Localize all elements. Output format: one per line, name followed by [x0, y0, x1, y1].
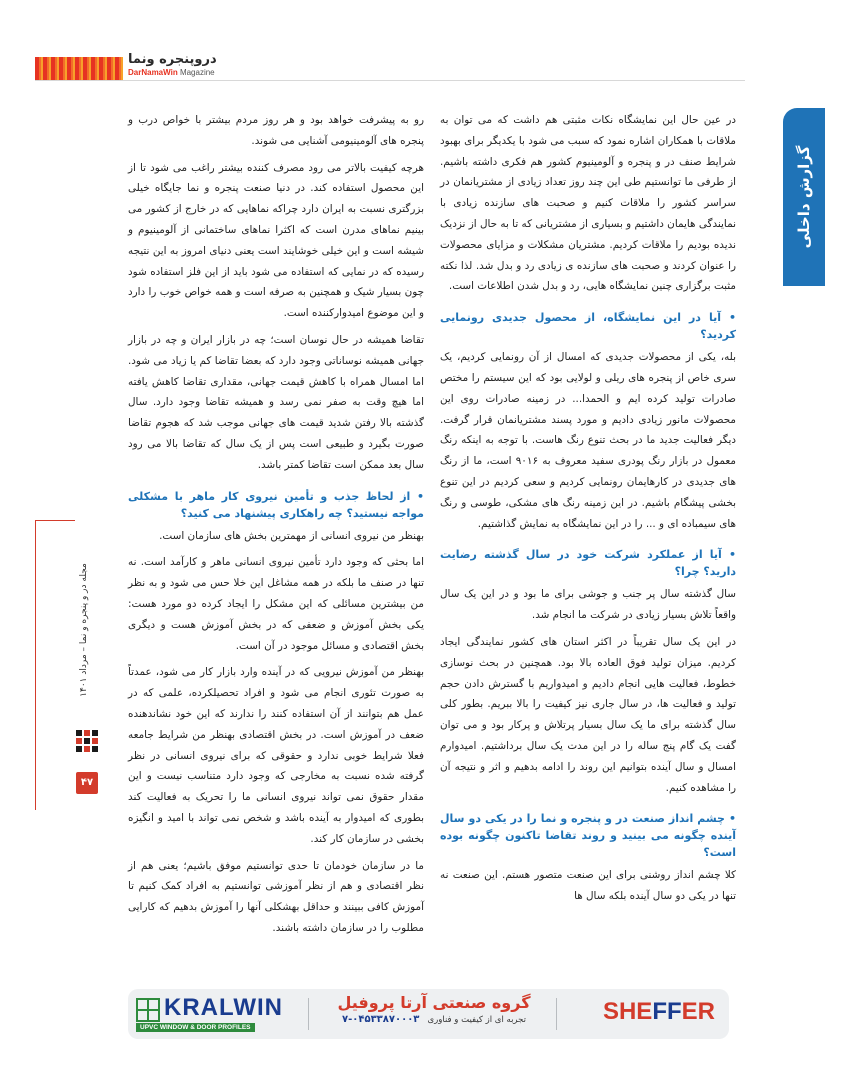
interview-question: • از لحاظ جذب و تأمین نیروی کار ماهر با مشکلی مواجه نیستید؟ چه راهکاری پیشنهاد می کنید؟ [128, 489, 424, 520]
article-paragraph: سال گذشته سال پر جنب و جوشی برای ما بود و در این یک سال واقعاً تلاش بسیار زیادی در شرکت ما انجام شد. [440, 588, 736, 622]
article-paragraph: هرچه کیفیت بالاتر می رود مصرف کننده بیشتر راغب می شود تا از این محصول استفاده کند. در دنیا صنعت پنجره و نما جایگاه خیلی بزرگتری نسبت به ایران دارد چراکه نماهایی که در خارج از کشور می بینیم نماهای مدرن است که اکثرا نماهای ساختمانی از آلومینیوم و شیشه است و این خیلی خوشایند است یعنی دنیای امروز به این نتیجه رسیده که در نمایی که استفاده می شود باید از این فلز استفاده شود چون بسیار شیک و همچنین به صرفه است و همه خواص خوب را دارد و این موضوع امیدوارکننده است. [128, 161, 424, 320]
article-paragraph: بهنظر من نیروی انسانی از مهمترین بخش های سازمان است. [159, 529, 424, 542]
logo-persian: دروپنجره ونما [128, 52, 217, 67]
article-paragraph: در عین حال این نمایشگاه نکات مثبتی هم داشت که می توان به ملاقات با همکاران اشاره نمود که سبب می شود با یکدیگر برای بهبود شرایط صنف در و پنجره و آلومینیوم کشور هم فکری داشته باشیم. از طرفی ما توانستیم طی این چند روز تعداد زیادی از مشتریانمان در سراسر کشور را ملاقات کنیم و صحبت های سازنده زیادی با نمایندگی هایمان داشتیم و بسیاری از مشتریانی که تا به حال از نزدیک ندیده بودیم را ملاقات کردیم. مشتریان مشکلات و مزایای محصولات را عنوان کردند و صحبت های سازنده ی زیادی رد و بدل شد. لذا نکته مثبت برگزاری چنین نمایشگاه هایی، رد و بدل شدن اطلاعات است. [440, 114, 736, 293]
company-title: گروه صنعتی آرتا پروفیل [337, 993, 531, 1012]
page-number: ۴۷ [76, 772, 98, 794]
company-contact: تجربه ای از کیفیت و فناوری ۰۴۵۳۳۸۷۰۰۰۳-۷ [342, 1014, 526, 1025]
article-paragraph: تقاضا همیشه در حال نوسان است؛ چه در بازار ایران و چه در بازار جهانی همیشه نوساناتی وجود دارد که بعضا تقاضا کم یا زیاد می شود. اما امسال همراه با کاهش قیمت جهانی، مقداری تقاضا کاهش یافته اما هیچ وقت به صفر نمی رسد و همیشه تقاضا وجود دارد. سال گذشته بالا رفتن شدید قیمت های جهانی موجب شد که هجوم تقاضا صورت بگیرد و طبیعی است پس از یک سال که تقاضا بالا می رود سال بعد ممکن است تقاضا کمتر باشد. [128, 333, 424, 471]
article-column-left [128, 110, 424, 945]
article-paragraph: رو به پیشرفت خواهد بود و هر روز مردم بیشتر با خواص درب و پنجره های آلومینیومی آشنایی می شوند. [128, 114, 424, 147]
article-paragraph: اما بحثی که وجود دارد تأمین نیروی انسانی ماهر و کارآمد است. نه تنها در صنف ما بلکه در همه مشاغل این خلا حس می شود و به نظر من بیشترین مسائلی که این مشکل را ایجاد کرده دو مورد هست: یکی بخش آموزش و ضعفی که در بخش آموزش هست و دیگری بخش اقتصادی و مسائل موجود در آن است. [128, 556, 424, 652]
kralwin-tagline: UPVC WINDOW & DOOR PROFILES [136, 1023, 255, 1032]
sheffer-logo: SHEFFER [602, 998, 715, 1025]
magazine-issue-label: مجله در و پنجره و نما – مرداد ۱۴۰۱ [79, 563, 89, 697]
side-rule-top [35, 520, 75, 521]
ad-banner[interactable] [128, 989, 729, 1039]
header-color-stripes [35, 57, 123, 81]
interview-question: • آیا از عملکرد شرکت خود در سال گذشته رضایت دارید؟ چرا؟ [440, 548, 736, 579]
article-paragraph: ما در سازمان خودمان تا حدی توانستیم موفق باشیم؛ یعنی هم از نظر اقتصادی و هم از نظر آموزشی توانستیم به افراد کمک کنیم تا آموزش کافی ببینند و حداقل بهشکلی آنها را آموزش بدهیم که کارایی مطلوب را در سازمان داشته باشند. [128, 859, 424, 934]
logo-english: DarNamaWin Magazine [128, 68, 215, 77]
article-paragraph: در این یک سال تقریباً در اکثر استان های کشور نمایندگی ایجاد کردیم. میزان تولید فوق العاده بالا بود. همچنین در بحث نوسازی خطوط، فعالیت هایی انجام دادیم و امیدواریم با گسترش دادن حجم تولید و فعالیت ها، در سال جاری نیز کیفیت را بالا ببریم. بطور کلی سال گذشته برای ما یک سال بسیار پرتلاش و پرکار بود و می توان گفت یک گام پنج ساله را در این مدت یک سال برداشتیم. امیدوارم امسال و سال آینده بتوانیم این روند را ادامه بدهیم و اثر و نتیجه آن را مشاهده کنیم. [440, 635, 736, 794]
article-paragraph: بهنظر من آموزش نیرویی که در آینده وارد بازار کار می شود، عمدتاً به صورت تئوری انجام می شود و افراد تحصیلکرده، علمی که در عمل هم بتوانند از آن استفاده کنند را ندارند که این خود نشاندهنده ضعف در آموزش است. در بخش اقتصادی بهنظر من شرایط جامعه فعلا شرایط خوبی ندارد و حقوقی که برای نیروی انسانی در نظر گرفته شده نسبت به مخارجی که وجود دارد متناسب نیست و این مقدار حقوق نمی تواند نیروی انسانی ما را تحریک به فعالیت کند بطوری که امیدوار به آینده باشد و شخص نمی تواند با امید و انگیزه بخشی در سازمان کار کند. [128, 666, 424, 845]
side-rule [35, 520, 36, 810]
arta-profile-block [324, 992, 544, 1036]
header-rule [35, 80, 745, 81]
banner-divider [556, 998, 557, 1030]
magazine-logo [128, 52, 238, 80]
article-paragraph: بله، یکی از محصولات جدیدی که امسال از آن رونمایی کردیم، یک سری خاص از پنجره های ریلی و لولایی بود که این سیستم را مختص صادرات تولید کرده ایم و الحمدا... در زمینه صادرات روی این محصولات مانور زیادی دادیم و مورد پسند مشتریانمان قرار گرفت. دیگر فعالیت جدید ما در بحث تنوع رنگ هاست. با توجه به اینکه رنگ معمول در بازار رنگ پودری سفید معروف به ۹۰۱۶ است، ما از رنگ های جدیدی در کارهایمان رونمایی کردیم و سعی کردیم در این تنوع بخشی پیشگام باشیم. در این زمینه رنگ های مشکی، طوسی و رنگ های سیمباده ای و ... را در این نمایشگاه به نمایش گذاشتیم. [440, 351, 736, 530]
kralwin-name: KRALWIN [164, 994, 283, 1021]
window-frame-icon [136, 998, 160, 1022]
section-tab [783, 108, 825, 286]
interview-question: • چشم انداز صنعت در و پنجره و نما را در یکی دو سال آینده چگونه می بینید و روند تقاضا تاکنون چگونه بوده است؟ [440, 812, 736, 860]
window-icon [76, 730, 98, 760]
article-column-right [440, 110, 736, 913]
interview-question: • آیا در این نمایشگاه، از محصول جدیدی رونمایی کردید؟ [440, 311, 736, 342]
banner-divider [308, 998, 309, 1030]
section-tab-label: گزارش داخلی [795, 145, 813, 249]
article-paragraph: کلا چشم انداز روشنی برای این صنعت متصور هستم. این صنعت نه تنها در یکی دو سال آینده بلکه سال ها [440, 869, 736, 903]
kralwin-logo [136, 996, 296, 1032]
